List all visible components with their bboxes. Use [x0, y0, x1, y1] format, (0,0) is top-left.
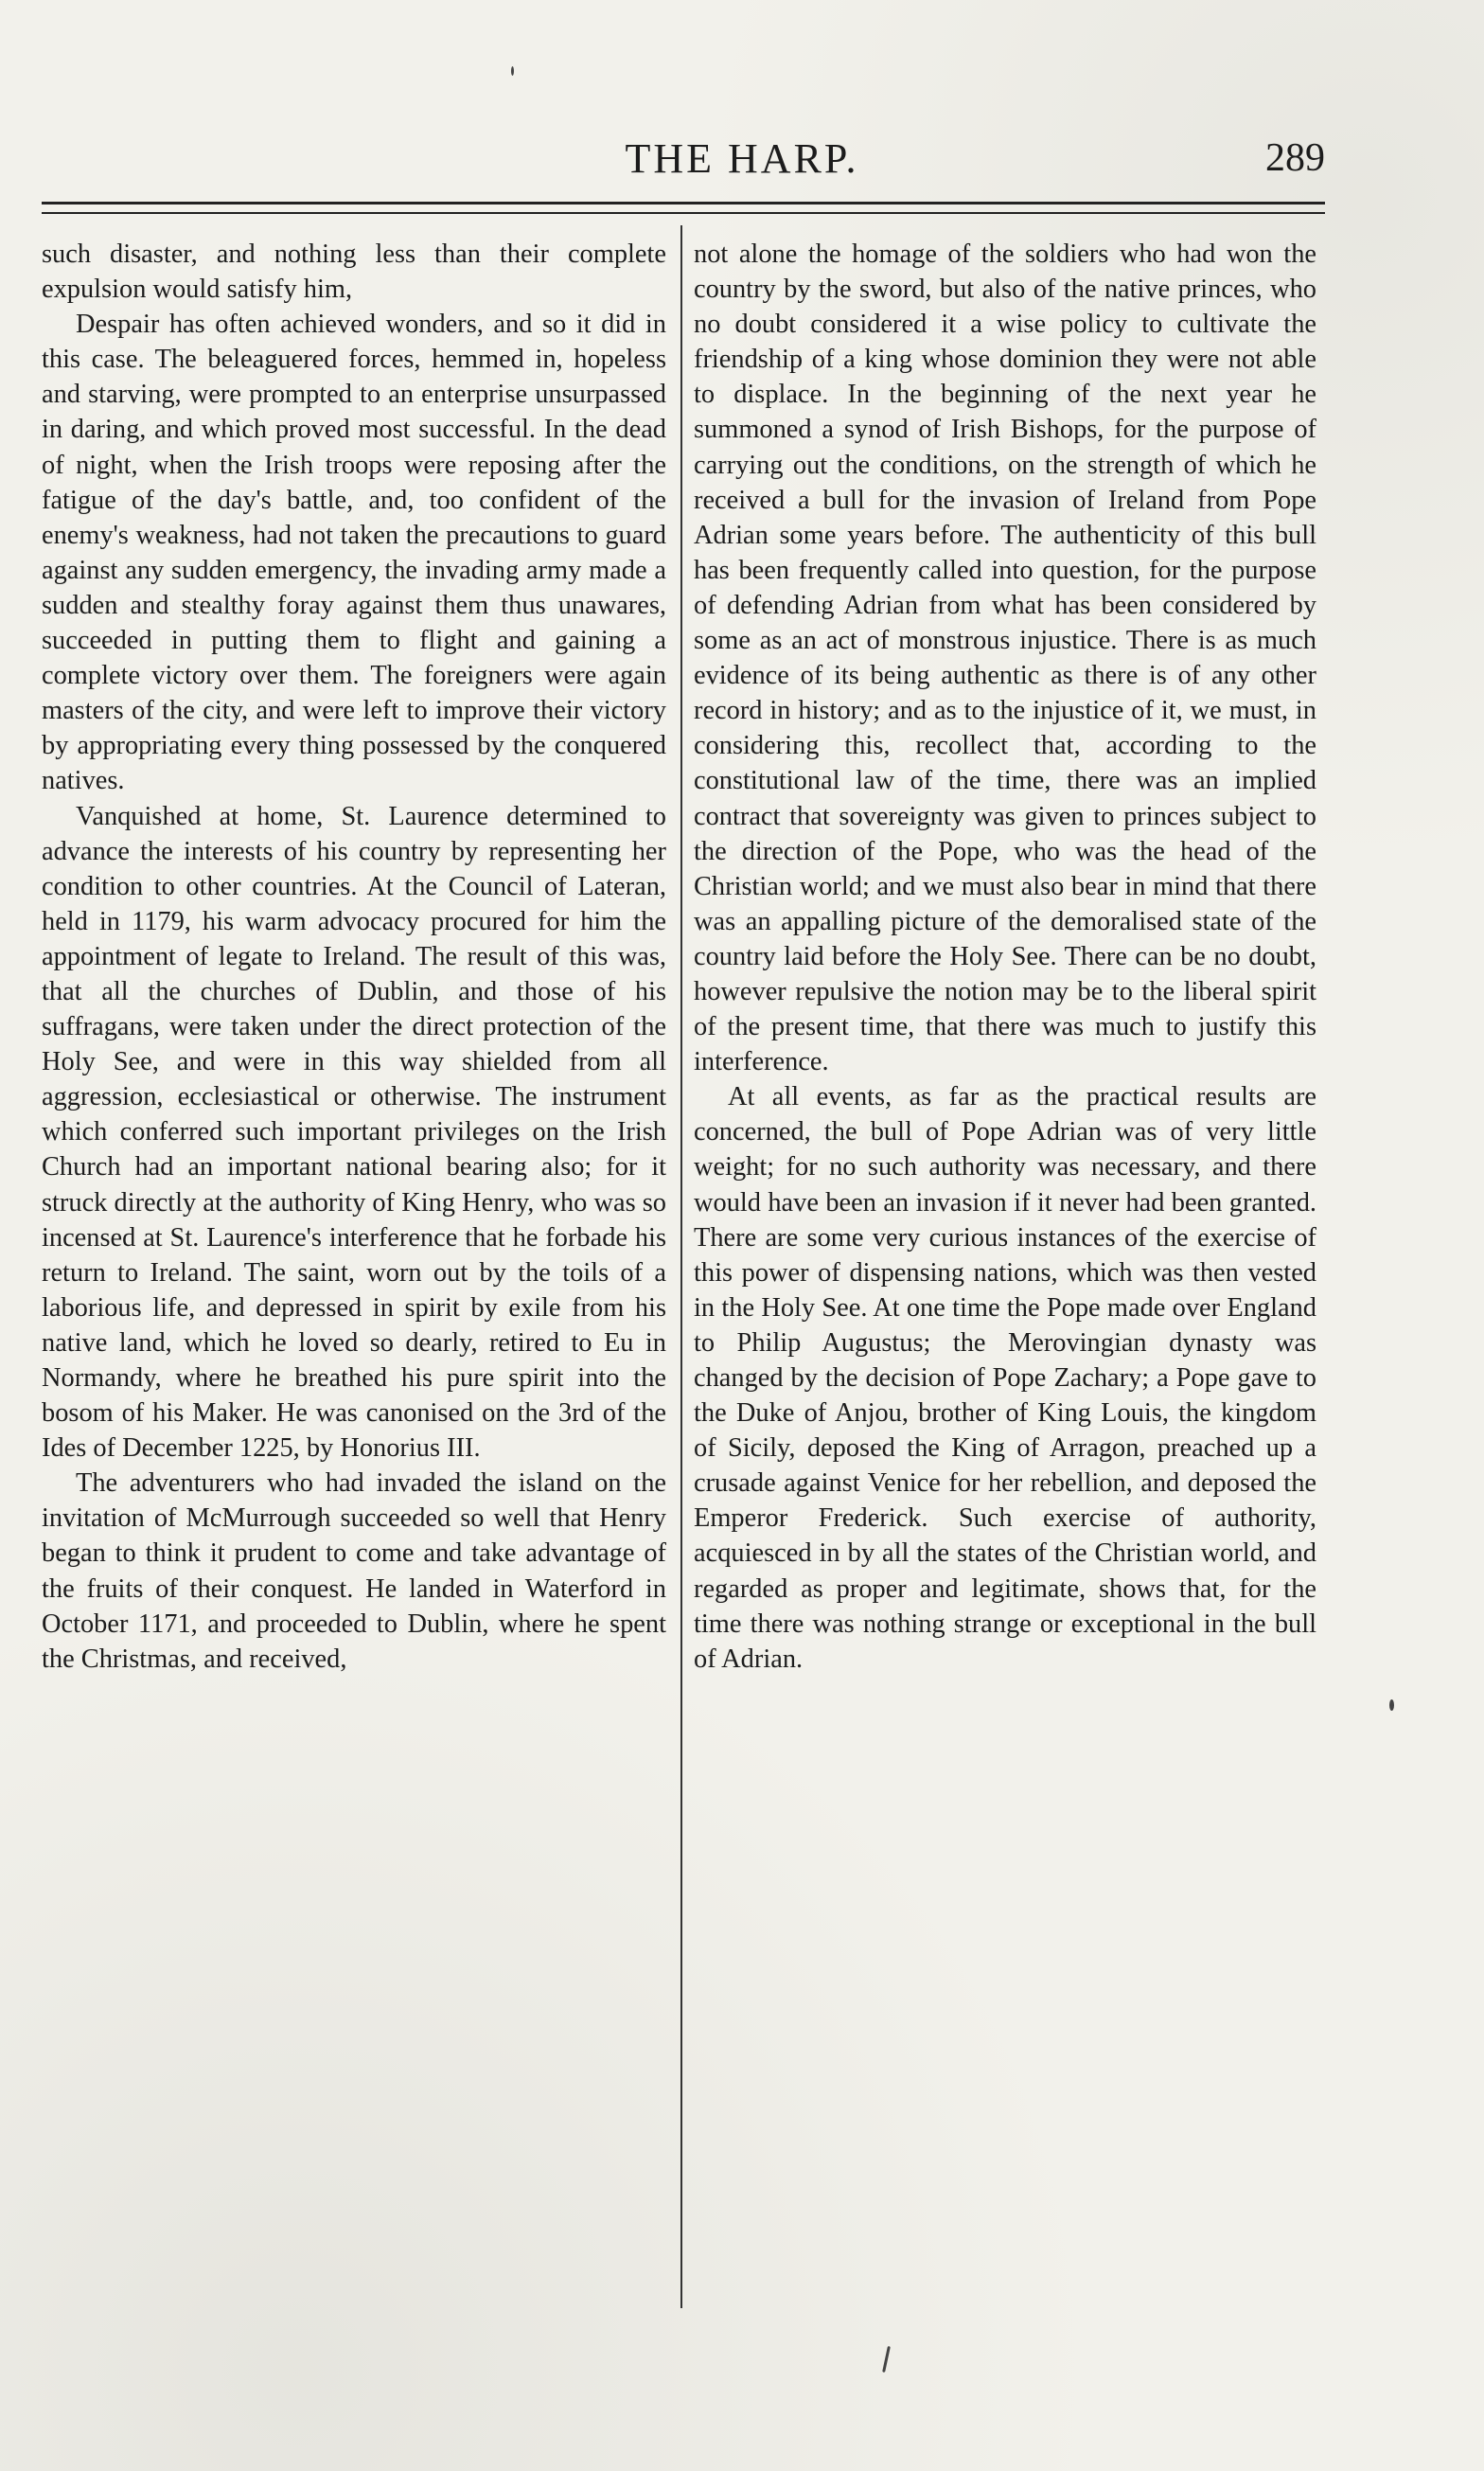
left-paragraph-4: The adventurers who had invaded the island on the invitation of McMurrough succeeded so well that Henry began to think it prudent to come and take advantage of the fruits of their conquest. He landed in Waterford in October 1171, and proceeded to Dublin, where he spent the Christmas, and received, — [42, 1468, 666, 1674]
right-paragraph-1: not alone the homage of the soldiers who had won the country by the sword, but also of the native princes, who no doubt considered it a wise policy to cultivate the friendship of a king whose dominion they were not able to displace. In the beginning of the next year he summoned a synod of Irish Bishops, for the purpose of carrying out the conditions, on the strength of which he received a bull for the invasion of Ireland from Pope Adrian some years before. The authenticity of this bull has been frequently called into question, for the purpose of defending Adrian from what has been considered by some as an act of monstrous injustice. There is as much evidence of its being authentic as there is of any other record in history; and as to the injustice of it, we must, in considering this, recollect that, according to the constitutional law of the time, there was an implied contract that sovereignty was given to princes subject to the direction of the Pope, who was the head of the Christian world; and we must also bear in mind that there was an appalling picture of the demoralised state of the country laid before the Holy See. There can be no doubt, however repulsive the notion may be to the liberal spirit of the present time, that there was much to justify this interference. — [694, 240, 1316, 1077]
running-title: THE HARP. — [625, 135, 859, 182]
left-paragraph-1: such disaster, and nothing less than their complete expulsion would satisfy him, — [42, 240, 666, 305]
left-paragraph-3: Vanquished at home, St. Laurence determined to advance the interests of his country by representing her condition to other countries. At the Council of Lateran, held in 1179, his warm advocacy procured for him the appointment of legate to Ireland. The result of this was, that all the churches of Dublin, and those of his suffragans, were taken under the direct protection of the Holy See, and were in this way shielded from all aggression, ecclesiastical or otherwise. The instrument which conferred such important privileges on the Irish Church had an important national bearing also; for it struck directly at the authority of King Henry, who was so incensed at St. Laurence's interference that he forbade his return to Ireland. The saint, worn out by the toils of a laborious life, and depressed in spirit by exile from his native land, which he loved so dearly, retired to Eu in Normandy, where he breathed his pure spirit into the bosom of his Maker. He was canonised on the 3rd of the Ides of December 1225, by Honorius III. — [42, 801, 666, 1464]
left-paragraph-2: Despair has often achieved wonders, and so it did in this case. The beleaguered forces, hemmed in, hopeless and starving, were prompted to an enterprise unsurpassed in daring, and which proved most successful. In the dead of night, when the Irish troops were reposing after the fatigue of the day's battle, and, too confident of the enemy's weakness, had not taken the precautions to guard against any sudden emergency, the invading army made a sudden and stealthy foray against them thus unawares, succeeded in putting them to flight and gaining a complete victory over them. The foreigners were again masters of the city, and were left to improve their victory by appropriating every thing possessed by the conquered natives. — [42, 310, 666, 796]
header-rule-thin — [42, 212, 1325, 214]
ink-speck — [1389, 1699, 1394, 1711]
right-column — [694, 237, 1316, 1677]
column-divider — [680, 225, 682, 2308]
ink-speck — [882, 2346, 891, 2373]
page-number: 289 — [1265, 136, 1325, 180]
ink-speck — [511, 66, 514, 76]
right-paragraph-2: At all events, as far as the practical results are concerned, the bull of Pope Adrian was of very little weight; for no such authority was necessary, and there would have been an invasion if it never had been granted. There are some very curious instances of the exercise of this power of dispensing nations, which was then vested in the Holy See. At one time the Pope made over England to Philip Augustus; the Merovingian dynasty was changed by the decision of Pope Zachary; a Pope gave to the Duke of Anjou, brother of King Louis, the kingdom of Sicily, deposed the King of Arragon, preached up a crusade against Venice for her rebellion, and deposed the Emperor Frederick. Such exercise of authority, acquiesced in by all the states of the Christian world, and regarded as proper and legitimate, shows that, for the time there was nothing strange or exceptional in the bull of Adrian. — [694, 1082, 1316, 1674]
left-column — [42, 237, 666, 1677]
header-rule-thick — [42, 202, 1325, 204]
